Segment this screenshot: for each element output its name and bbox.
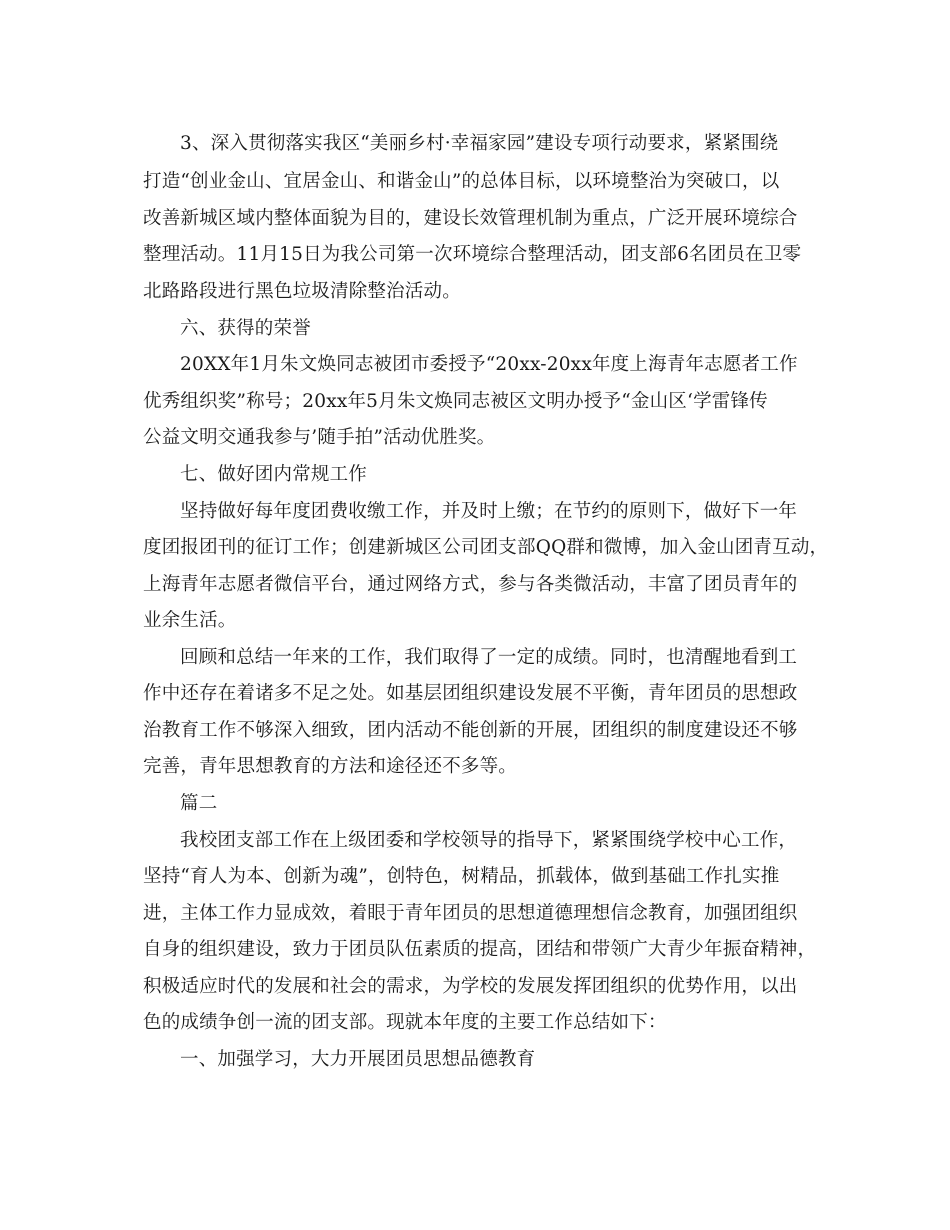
paragraph-line: 治教育工作不够深入细致，团内活动不能创新的开展，团组织的制度建设还不够: [143, 720, 798, 741]
paragraph-line: 积极适应时代的发展和社会的需求，为学校的发展发挥团组织的优势作用，以出: [143, 976, 798, 997]
section-heading: 一、加强学习，大力开展团员思想品德教育: [180, 1049, 536, 1070]
paragraph-line: 度团报团刊的征订工作；创建新城区公司团支部QQ群和微博，加入金山团青互动，: [143, 537, 829, 558]
paragraph-line: 回顾和总结一年来的工作，我们取得了一定的成绩。同时，也清醒地看到工: [180, 647, 798, 668]
paragraph-line: 上海青年志愿者微信平台，通过网络方式，参与各类微活动，丰富了团员青年的: [143, 574, 798, 595]
paragraph-line: 坚持做好每年度团费收缴工作，并及时上缴；在节约的原则下，做好下一年: [180, 501, 798, 522]
section-heading: 七、做好团内常规工作: [180, 464, 368, 485]
paragraph-line: 3、深入贯彻落实我区“美丽乡村·幸福家园”建设专项行动要求，紧紧围绕: [180, 133, 779, 154]
paragraph-line: 自身的组织建设，致力于团员队伍素质的提高，团结和带领广大青少年振奋精神，: [143, 939, 817, 960]
paragraph-line: 公益文明交通我参与’随手拍”活动优胜奖。: [143, 427, 496, 448]
paragraph-line: 进，主体工作力显成效，着眼于青年团员的思想道德理想信念教育，加强团组织: [143, 903, 798, 924]
paragraph-line: 打造“创业金山、宜居金山、和谐金山”的总体目标，以环境整治为突破口，以: [143, 171, 780, 192]
paragraph-line: 作中还存在着诸多不足之处。如基层团组织建设发展不平衡，青年团员的思想政: [143, 683, 798, 704]
paragraph-line: 北路路段进行黑色垃圾清除整治活动。: [143, 281, 461, 302]
paragraph-line: 坚持“育人为本、创新为魂”，创特色，树精品，抓载体，做到基础工作扎实推: [143, 866, 780, 887]
paragraph-line: 改善新城区域内整体面貌为目的，建设长效管理机制为重点，广泛开展环境综合: [143, 208, 798, 229]
paragraph-line: 我校团支部工作在上级团委和学校领导的指导下，紧紧围绕学校中心工作，: [180, 830, 798, 851]
paragraph-line: 完善，青年思想教育的方法和途径还不多等。: [143, 756, 518, 777]
paragraph-line: 色的成绩争创一流的团支部。现就本年度的主要工作总结如下：: [143, 1012, 667, 1033]
paragraph-line: 优秀组织奖”称号；20xx年5月朱文焕同志被区文明办授予“金山区‘学雷锋传: [143, 391, 768, 412]
section-heading: 六、获得的荣誉: [180, 318, 311, 339]
paragraph-line: 20XX年1月朱文焕同志被团市委授予“20xx-20xx年度上海青年志愿者工作: [180, 354, 798, 375]
paragraph-line: 整理活动。11月15日为我公司第一次环境综合整理活动，团支部6名团员在卫零: [143, 244, 802, 265]
paragraph-line: 业余生活。: [143, 610, 237, 631]
section-heading: 篇二: [180, 793, 218, 814]
